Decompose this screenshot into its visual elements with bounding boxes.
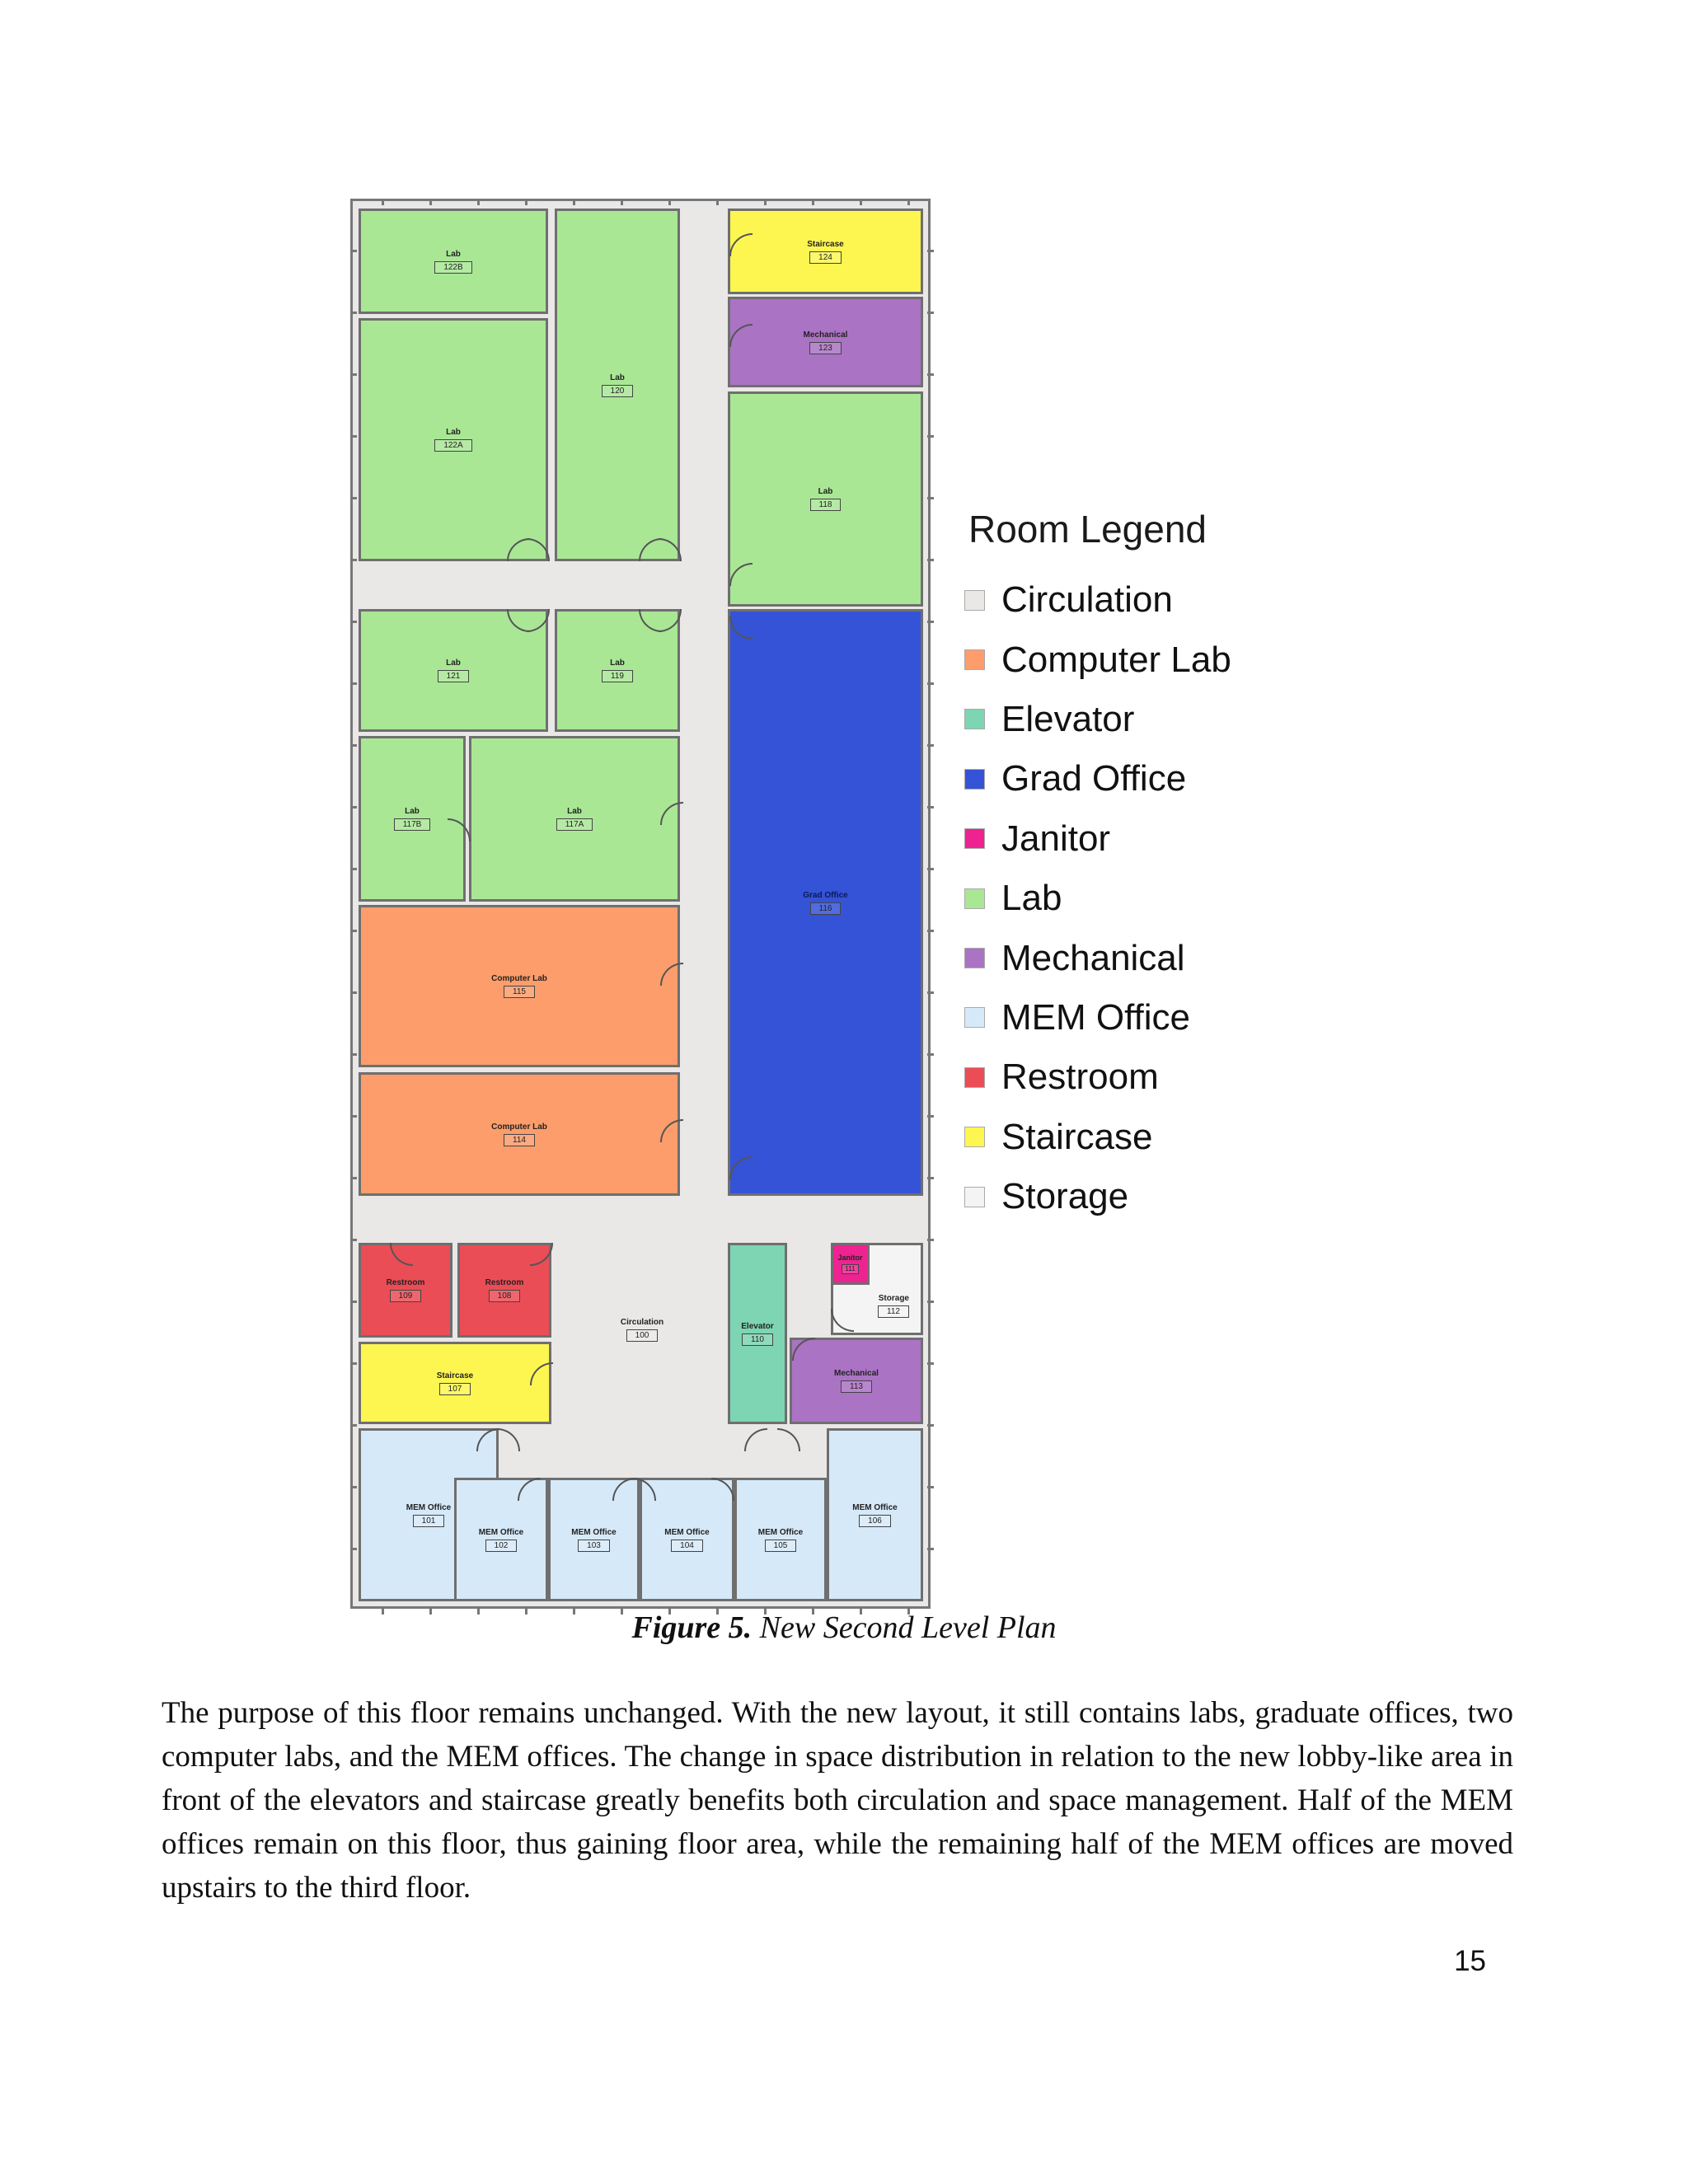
wall-tick: [350, 682, 357, 685]
legend-swatch: [964, 828, 985, 849]
room-name: Lab: [610, 373, 625, 382]
legend-item: [964, 869, 1343, 928]
wall-tick: [350, 1115, 357, 1118]
room-111: [831, 1243, 870, 1285]
room-number: 121: [438, 670, 470, 682]
room-114: [359, 1072, 680, 1196]
room-name: MEM Office: [406, 1502, 452, 1512]
room-number: 112: [878, 1305, 909, 1318]
room-name: Lab: [446, 658, 461, 668]
wall-tick: [350, 1053, 357, 1056]
legend-swatch: [964, 769, 985, 790]
figure-caption: [0, 1607, 1688, 1648]
room-name: Storage: [878, 1294, 909, 1303]
legend-item: [964, 988, 1343, 1047]
legend-swatch: [964, 709, 985, 729]
room-number: 100: [626, 1329, 659, 1342]
wall-tick: [350, 1177, 357, 1179]
room-number: 118: [810, 499, 842, 511]
wall-tick: [927, 868, 934, 870]
wall-tick: [350, 1362, 357, 1365]
body-paragraph: The purpose of this floor remains unchanged. With the new layout, it still contains labs, graduate offices, two computer labs, and the MEM offices. The change in space distribution in relation to the new lobby-like area in front of the elevators and staircase greatly benefits both circulation and space management. Half of the MEM offices remain on this floor, thus gaining floor area, while the remaining half of the MEM offices are moved upstairs to the third floor.: [162, 1696, 1513, 1905]
legend-label: Circulation: [1001, 579, 1173, 621]
legend-label: Restroom: [1001, 1057, 1159, 1098]
legend-label: Computer Lab: [1001, 639, 1231, 680]
caption-label: Figure 5.: [631, 1610, 753, 1645]
room-name: Lab: [446, 428, 461, 437]
legend-item: [964, 809, 1343, 869]
wall-tick: [668, 199, 671, 205]
room-name: Staircase: [436, 1371, 474, 1380]
wall-tick: [927, 559, 934, 561]
room-number: 123: [809, 342, 842, 354]
room-100: [571, 1272, 713, 1387]
room-number: 115: [504, 986, 535, 998]
room-118: [728, 391, 923, 607]
room-number: 111: [842, 1264, 858, 1274]
wall-tick: [525, 199, 528, 205]
door-swing: [497, 1428, 520, 1451]
wall-tick: [927, 1486, 934, 1488]
wall-tick: [573, 199, 575, 205]
room-120: [555, 209, 680, 561]
room-name: MEM Office: [852, 1502, 898, 1512]
wall-tick: [350, 1486, 357, 1488]
wall-tick: [350, 1424, 357, 1427]
legend-label: Elevator: [1001, 698, 1135, 739]
wall-tick: [350, 559, 357, 561]
legend-item: [964, 690, 1343, 749]
legend-label: Staircase: [1001, 1116, 1153, 1157]
wall-tick: [350, 250, 357, 252]
wall-tick: [927, 621, 934, 623]
wall-tick: [350, 373, 357, 376]
room-name: MEM Office: [571, 1527, 617, 1537]
legend-label: Lab: [1001, 878, 1062, 919]
room-name: Lab: [610, 658, 625, 668]
legend-items: [964, 570, 1343, 1226]
wall-tick: [927, 1362, 934, 1365]
room-name: Janitor: [837, 1253, 863, 1262]
wall-tick: [382, 199, 384, 205]
room-number: 124: [809, 251, 842, 264]
legend-label: Grad Office: [1001, 758, 1187, 799]
legend-item: [964, 570, 1343, 630]
room-name: Mechanical: [834, 1369, 879, 1378]
wall-tick: [350, 744, 357, 747]
wall-tick: [907, 199, 910, 205]
caption-text: New Second Level Plan: [759, 1610, 1057, 1645]
room-number: 119: [602, 670, 633, 682]
door-swing: [448, 818, 471, 841]
room-name: MEM Office: [478, 1527, 524, 1537]
room-123: [728, 297, 923, 387]
room-name: Lab: [446, 249, 461, 259]
room-number: 109: [390, 1290, 422, 1302]
room-name: Elevator: [741, 1321, 774, 1331]
room-number: 122A: [434, 439, 471, 452]
room-number: 120: [602, 385, 634, 397]
wall-tick: [927, 312, 934, 314]
wall-tick: [621, 199, 623, 205]
room-name: MEM Office: [664, 1527, 710, 1537]
wall-tick: [350, 1548, 357, 1550]
wall-tick: [927, 1239, 934, 1241]
room-name: Restroom: [485, 1278, 524, 1287]
wall-tick: [927, 1177, 934, 1179]
wall-tick: [927, 373, 934, 376]
wall-tick: [927, 744, 934, 747]
legend-label: Mechanical: [1001, 937, 1185, 978]
room-115: [359, 905, 680, 1067]
legend-label: Storage: [1001, 1176, 1129, 1217]
room-number: 107: [439, 1383, 471, 1395]
wall-tick: [350, 621, 357, 623]
room-122B: [359, 209, 548, 314]
room-106: [827, 1428, 923, 1601]
door-swing: [777, 1428, 800, 1451]
wall-tick: [927, 435, 934, 438]
wall-tick: [350, 497, 357, 499]
room-number: 101: [413, 1515, 445, 1527]
wall-tick: [927, 1115, 934, 1118]
wall-tick: [350, 312, 357, 314]
room-number: 105: [765, 1540, 797, 1552]
room-name: Lab: [405, 807, 420, 816]
legend-swatch: [964, 1127, 985, 1147]
wall-tick: [860, 199, 862, 205]
room-117A: [469, 736, 680, 902]
room-number: 114: [504, 1134, 535, 1146]
wall-tick: [764, 199, 767, 205]
wall-tick: [350, 435, 357, 438]
room-name: Computer Lab: [491, 974, 547, 983]
legend-item: [964, 749, 1343, 808]
room-124: [728, 209, 923, 294]
floor-plan: [350, 199, 931, 1609]
legend-swatch: [964, 1187, 985, 1207]
room-name: Lab: [818, 487, 833, 496]
wall-tick: [927, 806, 934, 808]
room-116: [728, 609, 923, 1196]
wall-tick: [350, 868, 357, 870]
room-name: Circulation: [620, 1317, 664, 1327]
legend-swatch: [964, 948, 985, 968]
room-name: Grad Office: [803, 890, 848, 900]
legend-item: [964, 1047, 1343, 1107]
room-105: [734, 1478, 827, 1601]
room-number: 106: [859, 1515, 891, 1527]
legend-item: [964, 1167, 1343, 1226]
wall-tick: [477, 199, 480, 205]
room-legend: [964, 504, 1343, 1226]
wall-tick: [927, 1424, 934, 1427]
room-name: Mechanical: [803, 330, 848, 340]
room-number: 113: [841, 1380, 872, 1393]
room-107: [359, 1342, 551, 1424]
room-number: 117A: [556, 818, 593, 831]
wall-tick: [716, 199, 719, 205]
wall-tick: [927, 250, 934, 252]
room-110: [728, 1243, 787, 1424]
wall-tick: [350, 1239, 357, 1241]
room-name: Computer Lab: [491, 1122, 547, 1132]
legend-item: [964, 928, 1343, 987]
wall-tick: [927, 1548, 934, 1550]
legend-swatch: [964, 649, 985, 670]
wall-tick: [350, 806, 357, 808]
room-number: 103: [578, 1540, 610, 1552]
wall-tick: [927, 1053, 934, 1056]
wall-tick: [350, 991, 357, 994]
room-number: 108: [489, 1290, 521, 1302]
wall-tick: [927, 1301, 934, 1303]
room-name: Staircase: [807, 239, 844, 249]
legend-swatch: [964, 1067, 985, 1088]
room-122A: [359, 318, 548, 561]
legend-item: [964, 630, 1343, 689]
legend-swatch: [964, 1007, 985, 1028]
wall-tick: [927, 497, 934, 499]
legend-label: Janitor: [1001, 818, 1111, 859]
room-name: MEM Office: [757, 1527, 804, 1537]
room-number: 102: [485, 1540, 518, 1552]
room-number: 104: [671, 1540, 703, 1552]
wall-tick: [927, 930, 934, 932]
wall-tick: [927, 682, 934, 685]
door-swing: [744, 1428, 767, 1451]
room-number: 122B: [434, 261, 471, 274]
wall-tick: [429, 199, 432, 205]
legend-swatch: [964, 590, 985, 611]
legend-item: [964, 1108, 1343, 1167]
room-name: Lab: [567, 807, 582, 816]
wall-tick: [812, 199, 814, 205]
wall-tick: [927, 991, 934, 994]
room-number: 117B: [394, 818, 431, 831]
room-number: 110: [742, 1333, 773, 1346]
legend-label: MEM Office: [1001, 996, 1191, 1038]
wall-tick: [350, 930, 357, 932]
page-number: 15: [1454, 1945, 1486, 1977]
legend-title: Room Legend: [968, 508, 1207, 551]
legend-swatch: [964, 888, 985, 909]
room-name: Restroom: [386, 1278, 425, 1287]
room-number: 116: [810, 902, 842, 915]
wall-tick: [350, 1301, 357, 1303]
